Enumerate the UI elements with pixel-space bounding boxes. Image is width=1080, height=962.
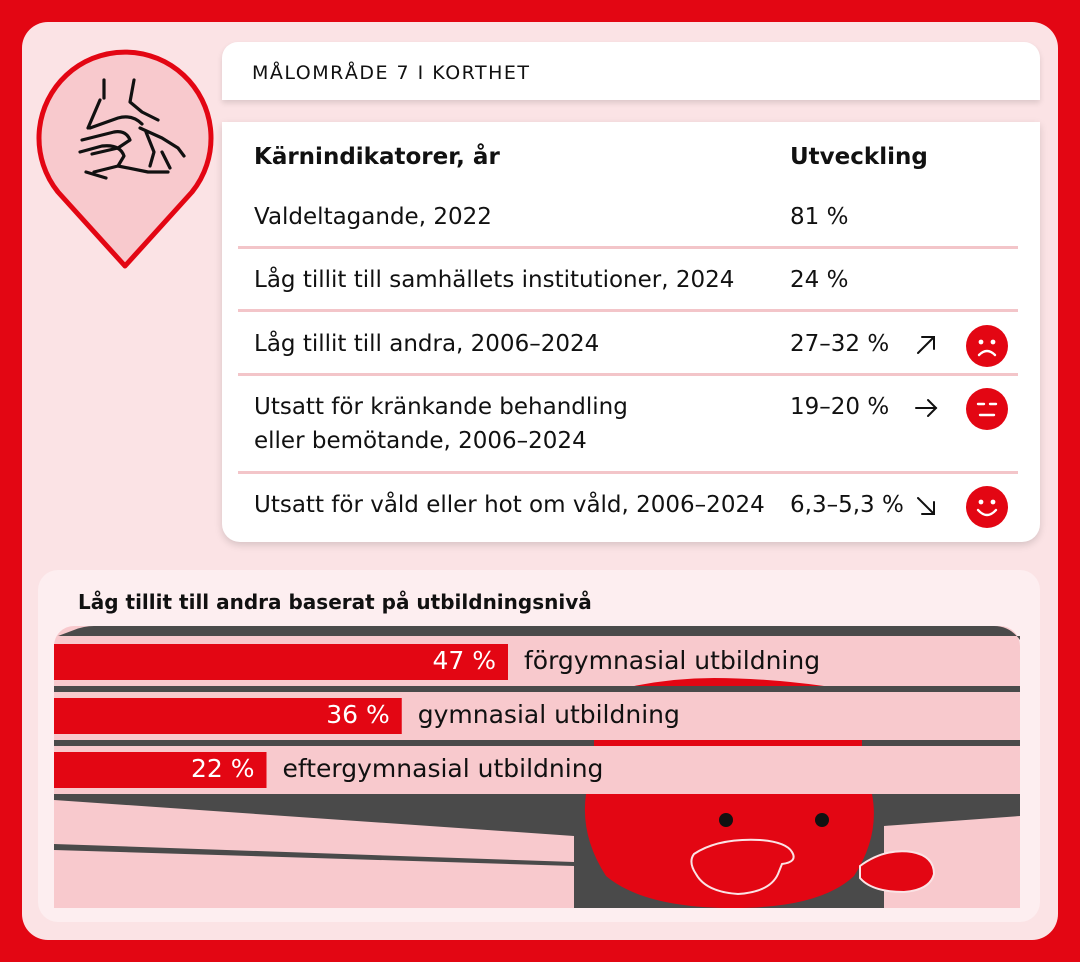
bar-value-label: 47 % — [432, 646, 496, 675]
trend-flat-arrow-icon — [914, 396, 938, 420]
indicator-table — [222, 122, 1040, 542]
header-title: MÅLOMRÅDE 7 I KORTHET — [252, 62, 531, 84]
row-name: Låg tillit till samhällets institutioner, 2024 — [254, 267, 735, 293]
table-row — [238, 488, 1018, 538]
happy-face-icon — [966, 486, 1008, 528]
row-value: 27–32 % — [790, 331, 890, 357]
table-row — [238, 327, 1018, 377]
row-name: Låg tillit till andra, 2006–2024 — [254, 331, 600, 357]
bar-value-label: 22 % — [190, 754, 255, 783]
row-divider — [238, 246, 1018, 249]
row-value: 19–20 % — [790, 394, 890, 420]
row-value: 81 % — [790, 204, 849, 230]
column-header-indicator: Kärnindikatorer, år — [254, 144, 500, 170]
row-name: Utsatt för våld eller hot om våld, 2006–2024 — [254, 492, 765, 518]
sad-face-icon — [966, 325, 1008, 367]
chart-title: Låg tillit till andra baserat på utbildningsnivå — [78, 590, 592, 614]
row-value: 6,3–5,3 % — [790, 492, 904, 518]
row-divider — [238, 309, 1018, 312]
bar-value-label: 36 % — [326, 700, 390, 729]
bar-category-label: gymnasial utbildning — [417, 700, 680, 729]
row-value: 24 % — [790, 267, 849, 293]
row-name: Utsatt för kränkande behandling eller bemötande, 2006–2024 — [254, 394, 628, 454]
row-divider — [238, 471, 1018, 474]
table-row — [238, 390, 1018, 476]
table-row — [238, 200, 1018, 250]
bar-category-label: eftergymnasial utbildning — [282, 754, 604, 783]
hands-pin-icon — [22, 40, 228, 272]
row-name: Valdeltagande, 2022 — [254, 204, 492, 230]
row-divider — [238, 373, 1018, 376]
neutral-face-icon — [966, 388, 1008, 430]
bar-category-label: förgymnasial utbildning — [524, 646, 821, 675]
trend-down-arrow-icon — [914, 494, 938, 518]
header-card — [222, 42, 1040, 100]
education-chart — [38, 570, 1040, 922]
table-row — [238, 263, 1018, 313]
column-header-development: Utveckling — [790, 144, 928, 170]
trend-up-arrow-icon — [914, 333, 938, 357]
